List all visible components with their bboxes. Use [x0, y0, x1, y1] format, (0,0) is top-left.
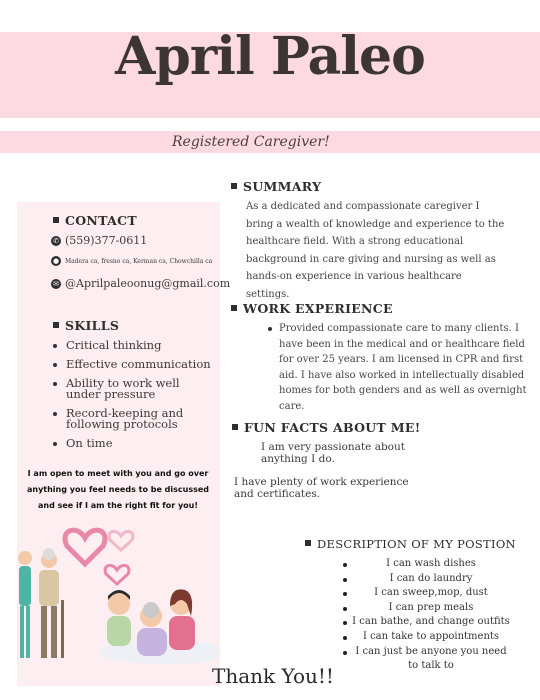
- bullet-square-icon: [305, 540, 311, 546]
- skill-item: Critical thinking: [52, 340, 217, 351]
- caregiver-illustration: [15, 520, 220, 680]
- duty-item: I can bathe, and change outfits: [330, 615, 510, 630]
- bullet-square-icon: [53, 217, 59, 223]
- closing-thank-you: Thank You!!: [212, 664, 334, 688]
- fun-fact: I am very passionate about anything I do.: [261, 441, 405, 465]
- duty-item: I can sweep,mop, dust: [330, 586, 510, 601]
- bullet-square-icon: [231, 305, 237, 311]
- fun-facts-heading: FUN FACTS ABOUT ME!: [232, 420, 421, 435]
- duty-item: I can take to appointments: [330, 630, 510, 645]
- candidate-name: April Paleo: [115, 26, 425, 87]
- contact-phone[interactable]: ✆ (559)377-0611: [51, 234, 147, 247]
- skill-item: Effective communication: [52, 359, 217, 370]
- skill-item: Record-keeping and following protocols: [52, 408, 217, 430]
- contact-heading: CONTACT: [53, 213, 137, 228]
- fun-fact: I have plenty of work experience and certificates.: [234, 476, 409, 500]
- skills-list: [52, 340, 217, 457]
- heart-icon: [105, 565, 129, 584]
- location-pin-icon: ●: [52, 257, 60, 265]
- duty-item: I can wash dishes: [330, 557, 510, 572]
- work-experience-item: Provided compassionate care to many clients. I have been in the medical and or healthcare field for over 25 years. I am licensed in CPR and first aid. I have also worked in intellectually disabled homes for both genders and as well as overnight care.: [266, 321, 532, 414]
- phone-icon: ✆: [51, 236, 61, 246]
- duty-item: I can prep meals: [330, 601, 510, 616]
- bullet-square-icon: [53, 322, 59, 328]
- contact-location: ● Madera ca, fresno ca, Kerman ca, Chowchilla ca: [52, 257, 213, 265]
- position-duties-list: [330, 557, 510, 674]
- position-heading: DESCRIPTION OF MY POSTION: [305, 537, 516, 551]
- work-experience-list: [266, 321, 532, 414]
- summary-text: As a dedicated and compassionate caregiver I bring a wealth of knowledge and experience to the healthcare field. With a strong educational background in care giving and nursing as well as hands-on experience in various healthcare settings.: [246, 201, 505, 300]
- email-icon: ✉: [51, 279, 61, 289]
- skills-heading: SKILLS: [53, 318, 119, 333]
- skill-item: On time: [52, 438, 217, 449]
- duty-item: I can do laundry: [330, 572, 510, 587]
- heart-icon: [65, 530, 105, 564]
- bullet-square-icon: [232, 424, 238, 430]
- summary-heading: SUMMARY: [231, 179, 321, 194]
- work-experience-heading: WORK EXPERIENCE: [231, 301, 393, 316]
- duty-item: I can just be anyone you need to talk to: [330, 645, 510, 674]
- skill-item: Ability to work well under pressure: [52, 378, 217, 400]
- bullet-square-icon: [231, 183, 237, 189]
- contact-email[interactable]: ✉ @Aprilpaleoonug@gmail.com: [51, 277, 230, 290]
- sidebar-note: I am open to meet with you and go over anything you feel needs to be discussed and see if I am the right fit for you!: [26, 469, 210, 510]
- job-title: Registered Caregiver!: [172, 134, 330, 150]
- nurse-figure: [18, 551, 32, 565]
- heart-icon: [109, 531, 133, 550]
